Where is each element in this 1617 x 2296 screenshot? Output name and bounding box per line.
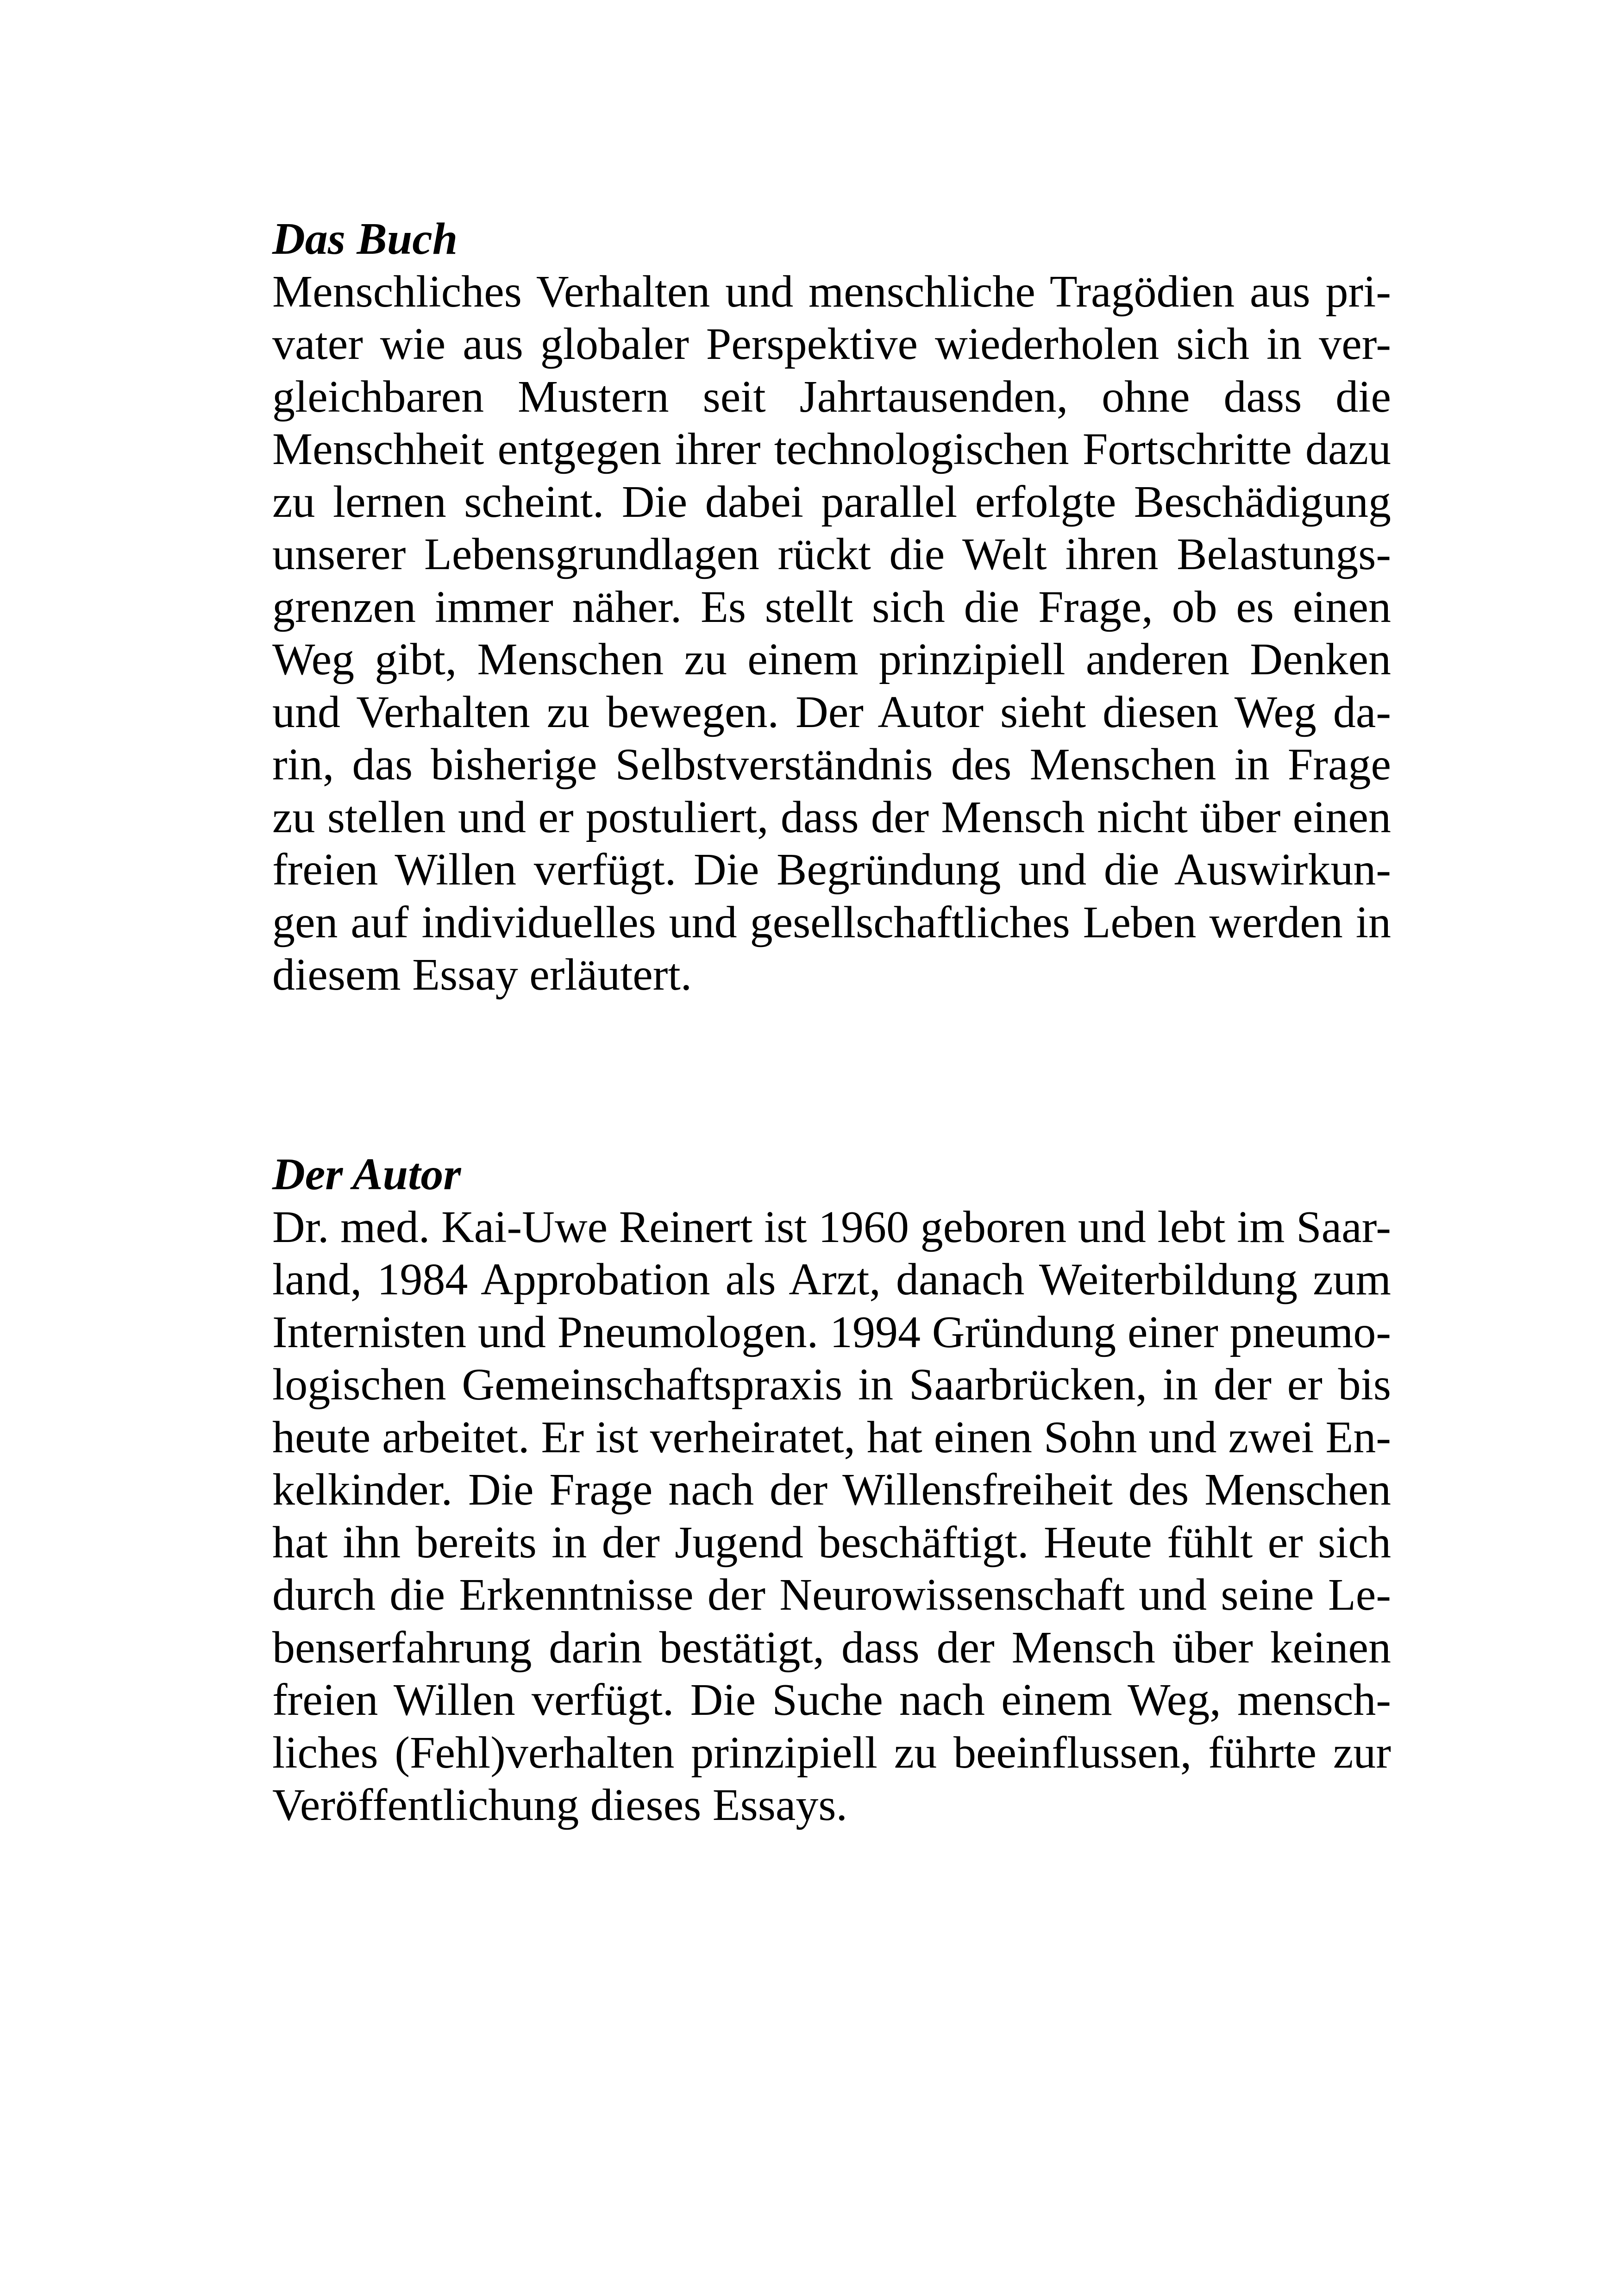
book-paragraph [272, 266, 1391, 1002]
author-line: liches (Fehl)verhalten prinzipiell zu beeinflussen, führte zur [272, 1727, 1391, 1778]
book-line: diesem Essay erläutert. [272, 950, 692, 1000]
book-line: unserer Lebensgrundlagen rückt die Welt ihren Belastungs- [272, 529, 1391, 579]
book-line: zu lernen scheint. Die dabei parallel erfolgte Beschädigung [272, 477, 1391, 527]
book-line: gen auf individuelles und gesellschaftliches Leben werden in [272, 897, 1391, 947]
book-line: und Verhalten zu bewegen. Der Autor sieht diesen Weg da- [272, 687, 1391, 737]
author-line: logischen Gemeinschaftspraxis in Saarbrücken, in der er bis [272, 1360, 1391, 1410]
author-paragraph [272, 1201, 1391, 1832]
book-line: Weg gibt, Menschen zu einem prinzipiell anderen Denken [272, 634, 1391, 684]
book-line: rin, das bisherige Selbstverständnis des Menschen in Frage [272, 740, 1391, 790]
author-line: freien Willen verfügt. Die Suche nach einem Weg, mensch- [272, 1675, 1391, 1725]
author-line: land, 1984 Approbation als Arzt, danach Weiterbildung zum [272, 1255, 1391, 1305]
author-line: benserfahrung darin bestätigt, dass der Mensch über keinen [272, 1622, 1391, 1673]
author-line: kelkinder. Die Frage nach der Willensfreiheit des Menschen [272, 1465, 1391, 1515]
author-line: durch die Erkenntnisse der Neurowissenschaft und seine Le- [272, 1570, 1391, 1620]
book-line: zu stellen und er postuliert, dass der Mensch nicht über einen [272, 792, 1391, 842]
author-line: Dr. med. Kai-Uwe Reinert ist 1960 geboren und lebt im Saar- [272, 1202, 1391, 1252]
author-line: hat ihn bereits in der Jugend beschäftigt. Heute fühlt er sich [272, 1517, 1391, 1568]
author-line: Internisten und Pneumologen. 1994 Gründung einer pneumo- [272, 1307, 1391, 1357]
book-heading: Das Buch [272, 214, 458, 264]
book-line: gleichbaren Mustern seit Jahrtausenden, ohne dass die [272, 371, 1391, 422]
author-line: Veröffentlichung dieses Essays. [272, 1780, 847, 1830]
book-line: Menschliches Verhalten und menschliche Tragödien aus pri- [272, 266, 1391, 317]
book-line: Menschheit entgegen ihrer technologischen Fortschritte dazu [272, 424, 1391, 474]
author-line: heute arbeitet. Er ist verheiratet, hat einen Sohn und zwei En- [272, 1412, 1391, 1462]
book-line: grenzen immer näher. Es stellt sich die Frage, ob es einen [272, 582, 1391, 632]
author-heading: Der Autor [272, 1149, 461, 1199]
author-section [272, 1148, 1391, 1832]
book-line: freien Willen verfügt. Die Begründung und die Auswirkun- [272, 845, 1391, 895]
book-section [272, 213, 1391, 1002]
book-line: vater wie aus globaler Perspektive wiederholen sich in ver- [272, 319, 1391, 369]
